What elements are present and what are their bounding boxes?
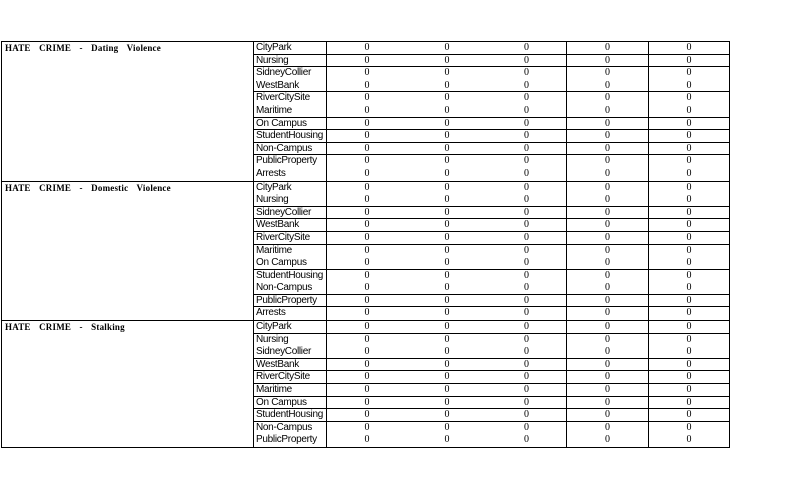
location-cell: SidneyCollier bbox=[254, 346, 327, 358]
location-cell: Nursing bbox=[254, 55, 327, 67]
location-cell: On Campus bbox=[254, 397, 327, 409]
value-cell: 0 bbox=[567, 371, 649, 383]
value-cell: 0 bbox=[487, 334, 567, 347]
table-row bbox=[254, 105, 729, 118]
value-cell: 0 bbox=[686, 409, 692, 421]
value-cell: 0 bbox=[487, 232, 567, 244]
value-cell: 0 bbox=[686, 421, 692, 433]
table-row bbox=[254, 257, 729, 270]
location-cell: Non-Campus bbox=[254, 143, 327, 155]
value-cell: 0 bbox=[364, 346, 370, 358]
table-row bbox=[254, 282, 729, 295]
table-row bbox=[254, 409, 729, 422]
value-cell: 0 bbox=[444, 358, 450, 370]
value-cell: 0 bbox=[487, 118, 567, 130]
value-cell: 0 bbox=[444, 269, 450, 281]
value-cell: 0 bbox=[364, 257, 370, 269]
value-cell: 0 bbox=[444, 117, 450, 129]
value-cell: 0 bbox=[567, 207, 649, 219]
value-cell: 0 bbox=[444, 257, 450, 269]
value-cell: 0 bbox=[487, 321, 567, 333]
value-cell: 0 bbox=[487, 295, 567, 307]
value-cell: 0 bbox=[567, 194, 649, 206]
value-cell: 0 bbox=[487, 207, 567, 219]
value-cell: 0 bbox=[686, 117, 692, 129]
value-cell: 0 bbox=[487, 384, 567, 396]
table-row bbox=[254, 194, 729, 207]
value-cell: 0 bbox=[686, 42, 692, 53]
value-cell: 0 bbox=[444, 396, 450, 408]
value-cell: 0 bbox=[487, 282, 567, 294]
value-cell: 0 bbox=[686, 167, 692, 179]
value-cell: 0 bbox=[487, 371, 567, 383]
value-cell: 0 bbox=[487, 92, 567, 105]
location-cell: StudentHousing bbox=[254, 270, 327, 283]
table-row bbox=[254, 67, 729, 80]
value-cell: 0 bbox=[364, 142, 370, 154]
location-cell: On Campus bbox=[254, 257, 327, 269]
value-cell: 0 bbox=[567, 434, 649, 447]
table-row bbox=[254, 245, 729, 258]
value-cell: 0 bbox=[364, 194, 370, 206]
value-cell: 0 bbox=[686, 194, 692, 206]
value-cell: 0 bbox=[686, 206, 692, 218]
value-cell: 0 bbox=[567, 42, 649, 54]
value-cell: 0 bbox=[567, 295, 649, 307]
section-label: HATE CRIME - Domestic Violence bbox=[2, 182, 254, 321]
value-cell: 0 bbox=[487, 155, 567, 168]
value-cell: 0 bbox=[487, 182, 567, 195]
location-cell: PublicProperty bbox=[254, 295, 327, 307]
table-row bbox=[254, 155, 729, 168]
value-cell: 0 bbox=[686, 219, 692, 231]
value-cell: 0 bbox=[444, 104, 450, 116]
value-cell: 0 bbox=[364, 396, 370, 408]
table-row bbox=[254, 232, 729, 245]
location-cell: Arrests bbox=[254, 307, 327, 320]
location-cell: CityPark bbox=[254, 182, 327, 195]
value-cell: 0 bbox=[567, 155, 649, 168]
value-cell: 0 bbox=[444, 321, 450, 333]
value-cell: 0 bbox=[444, 434, 450, 446]
value-cell: 0 bbox=[487, 194, 567, 206]
table-row bbox=[254, 397, 729, 410]
value-cell: 0 bbox=[487, 67, 567, 80]
location-cell: RiverCitySite bbox=[254, 232, 327, 244]
value-cell: 0 bbox=[364, 321, 370, 333]
value-cell: 0 bbox=[364, 130, 370, 142]
value-cell: 0 bbox=[364, 104, 370, 116]
section bbox=[2, 42, 729, 182]
table-row bbox=[254, 168, 729, 181]
value-cell: 0 bbox=[686, 130, 692, 142]
location-cell: StudentHousing bbox=[254, 409, 327, 421]
location-cell: PublicProperty bbox=[254, 155, 327, 168]
value-cell: 0 bbox=[444, 219, 450, 231]
value-cell: 0 bbox=[487, 397, 567, 409]
value-cell: 0 bbox=[487, 257, 567, 269]
value-cell: 0 bbox=[686, 54, 692, 66]
value-cell: 0 bbox=[487, 270, 567, 283]
crime-table bbox=[1, 41, 730, 448]
table-row bbox=[254, 359, 729, 372]
value-cell: 0 bbox=[487, 168, 567, 181]
value-cell: 0 bbox=[487, 143, 567, 155]
value-cell: 0 bbox=[567, 422, 649, 435]
value-cell: 0 bbox=[364, 282, 370, 294]
value-cell: 0 bbox=[364, 155, 370, 167]
value-cell: 0 bbox=[364, 79, 370, 91]
value-cell: 0 bbox=[487, 434, 567, 447]
value-cell: 0 bbox=[364, 384, 370, 396]
value-cell: 0 bbox=[686, 321, 692, 333]
section bbox=[2, 182, 729, 322]
location-cell: WestBank bbox=[254, 80, 327, 92]
value-cell: 0 bbox=[567, 55, 649, 67]
value-cell: 0 bbox=[364, 333, 370, 345]
value-cell: 0 bbox=[487, 346, 567, 358]
value-cell: 0 bbox=[364, 167, 370, 179]
value-cell: 0 bbox=[444, 92, 450, 104]
section-label: HATE CRIME - Stalking bbox=[2, 321, 254, 447]
location-cell: SidneyCollier bbox=[254, 67, 327, 80]
location-cell: CityPark bbox=[254, 321, 327, 333]
value-cell: 0 bbox=[487, 105, 567, 117]
value-cell: 0 bbox=[444, 384, 450, 396]
location-cell: Arrests bbox=[254, 168, 327, 181]
value-cell: 0 bbox=[567, 67, 649, 80]
value-cell: 0 bbox=[364, 181, 370, 193]
value-cell: 0 bbox=[487, 307, 567, 320]
value-cell: 0 bbox=[567, 321, 649, 333]
value-cell: 0 bbox=[686, 257, 692, 269]
rows-group bbox=[254, 182, 729, 321]
value-cell: 0 bbox=[686, 244, 692, 256]
value-cell: 0 bbox=[686, 231, 692, 243]
value-cell: 0 bbox=[444, 421, 450, 433]
location-cell: Maritime bbox=[254, 245, 327, 258]
value-cell: 0 bbox=[444, 409, 450, 421]
location-cell: Non-Campus bbox=[254, 282, 327, 294]
value-cell: 0 bbox=[686, 155, 692, 167]
location-cell: Maritime bbox=[254, 105, 327, 117]
value-cell: 0 bbox=[567, 130, 649, 142]
value-cell: 0 bbox=[567, 257, 649, 269]
table-row bbox=[254, 295, 729, 308]
value-cell: 0 bbox=[444, 282, 450, 294]
value-cell: 0 bbox=[487, 42, 567, 54]
value-cell: 0 bbox=[364, 67, 370, 79]
value-cell: 0 bbox=[487, 409, 567, 421]
table-row bbox=[254, 182, 729, 195]
value-cell: 0 bbox=[567, 409, 649, 421]
value-cell: 0 bbox=[567, 307, 649, 320]
value-cell: 0 bbox=[686, 333, 692, 345]
value-cell: 0 bbox=[686, 371, 692, 383]
location-cell: WestBank bbox=[254, 359, 327, 371]
value-cell: 0 bbox=[567, 384, 649, 396]
value-cell: 0 bbox=[686, 142, 692, 154]
value-cell: 0 bbox=[487, 130, 567, 142]
table-row bbox=[254, 371, 729, 384]
section bbox=[2, 321, 729, 447]
value-cell: 0 bbox=[686, 104, 692, 116]
table-row bbox=[254, 130, 729, 143]
table-row bbox=[254, 207, 729, 220]
value-cell: 0 bbox=[364, 421, 370, 433]
value-cell: 0 bbox=[364, 42, 370, 53]
value-cell: 0 bbox=[686, 92, 692, 104]
value-cell: 0 bbox=[487, 359, 567, 371]
value-cell: 0 bbox=[364, 294, 370, 306]
value-cell: 0 bbox=[487, 219, 567, 231]
value-cell: 0 bbox=[686, 67, 692, 79]
value-cell: 0 bbox=[567, 397, 649, 409]
value-cell: 0 bbox=[686, 294, 692, 306]
value-cell: 0 bbox=[444, 67, 450, 79]
table-row bbox=[254, 92, 729, 105]
value-cell: 0 bbox=[686, 181, 692, 193]
table-row bbox=[254, 422, 729, 435]
value-cell: 0 bbox=[444, 130, 450, 142]
value-cell: 0 bbox=[444, 142, 450, 154]
value-cell: 0 bbox=[567, 143, 649, 155]
value-cell: 0 bbox=[444, 231, 450, 243]
value-cell: 0 bbox=[567, 168, 649, 181]
value-cell: 0 bbox=[567, 334, 649, 347]
value-cell: 0 bbox=[567, 92, 649, 105]
value-cell: 0 bbox=[487, 245, 567, 258]
table-row bbox=[254, 346, 729, 359]
value-cell: 0 bbox=[444, 333, 450, 345]
value-cell: 0 bbox=[364, 206, 370, 218]
location-cell: SidneyCollier bbox=[254, 207, 327, 219]
value-cell: 0 bbox=[444, 54, 450, 66]
rows-group bbox=[254, 42, 729, 181]
section-label: HATE CRIME - Dating Violence bbox=[2, 42, 254, 181]
table-row bbox=[254, 270, 729, 283]
value-cell: 0 bbox=[444, 167, 450, 179]
location-cell: On Campus bbox=[254, 118, 327, 130]
value-cell: 0 bbox=[686, 396, 692, 408]
value-cell: 0 bbox=[364, 244, 370, 256]
value-cell: 0 bbox=[364, 371, 370, 383]
value-cell: 0 bbox=[487, 422, 567, 435]
location-cell: Nursing bbox=[254, 194, 327, 206]
value-cell: 0 bbox=[364, 409, 370, 421]
value-cell: 0 bbox=[686, 269, 692, 281]
table-row bbox=[254, 143, 729, 156]
value-cell: 0 bbox=[364, 307, 370, 319]
value-cell: 0 bbox=[444, 294, 450, 306]
location-cell: Nursing bbox=[254, 334, 327, 347]
value-cell: 0 bbox=[567, 346, 649, 358]
value-cell: 0 bbox=[567, 118, 649, 130]
value-cell: 0 bbox=[364, 434, 370, 446]
value-cell: 0 bbox=[364, 231, 370, 243]
value-cell: 0 bbox=[567, 219, 649, 231]
table-row bbox=[254, 434, 729, 447]
table-row bbox=[254, 307, 729, 320]
value-cell: 0 bbox=[364, 269, 370, 281]
table-row bbox=[254, 55, 729, 68]
table-row bbox=[254, 80, 729, 93]
value-cell: 0 bbox=[567, 245, 649, 258]
value-cell: 0 bbox=[364, 92, 370, 104]
value-cell: 0 bbox=[444, 181, 450, 193]
table-row bbox=[254, 384, 729, 397]
location-cell: Non-Campus bbox=[254, 422, 327, 435]
value-cell: 0 bbox=[444, 206, 450, 218]
location-cell: CityPark bbox=[254, 42, 327, 54]
location-cell: Maritime bbox=[254, 384, 327, 396]
table-row bbox=[254, 321, 729, 334]
value-cell: 0 bbox=[364, 54, 370, 66]
location-cell: StudentHousing bbox=[254, 130, 327, 142]
location-cell: PublicProperty bbox=[254, 434, 327, 447]
value-cell: 0 bbox=[567, 359, 649, 371]
value-cell: 0 bbox=[364, 117, 370, 129]
table-row bbox=[254, 219, 729, 232]
value-cell: 0 bbox=[686, 434, 692, 446]
value-cell: 0 bbox=[686, 384, 692, 396]
value-cell: 0 bbox=[686, 307, 692, 319]
location-cell: RiverCitySite bbox=[254, 92, 327, 105]
value-cell: 0 bbox=[686, 282, 692, 294]
value-cell: 0 bbox=[567, 80, 649, 92]
value-cell: 0 bbox=[567, 282, 649, 294]
rows-group bbox=[254, 321, 729, 447]
table-row bbox=[254, 118, 729, 131]
table-row bbox=[254, 42, 729, 55]
value-cell: 0 bbox=[567, 182, 649, 195]
value-cell: 0 bbox=[487, 55, 567, 67]
value-cell: 0 bbox=[444, 155, 450, 167]
location-cell: RiverCitySite bbox=[254, 371, 327, 383]
value-cell: 0 bbox=[686, 346, 692, 358]
value-cell: 0 bbox=[444, 42, 450, 53]
value-cell: 0 bbox=[444, 307, 450, 319]
value-cell: 0 bbox=[444, 79, 450, 91]
value-cell: 0 bbox=[686, 79, 692, 91]
value-cell: 0 bbox=[567, 232, 649, 244]
value-cell: 0 bbox=[364, 358, 370, 370]
value-cell: 0 bbox=[567, 105, 649, 117]
value-cell: 0 bbox=[567, 270, 649, 283]
value-cell: 0 bbox=[686, 358, 692, 370]
value-cell: 0 bbox=[444, 194, 450, 206]
value-cell: 0 bbox=[444, 244, 450, 256]
table-row bbox=[254, 334, 729, 347]
value-cell: 0 bbox=[487, 80, 567, 92]
value-cell: 0 bbox=[444, 371, 450, 383]
value-cell: 0 bbox=[444, 346, 450, 358]
location-cell: WestBank bbox=[254, 219, 327, 231]
value-cell: 0 bbox=[364, 219, 370, 231]
